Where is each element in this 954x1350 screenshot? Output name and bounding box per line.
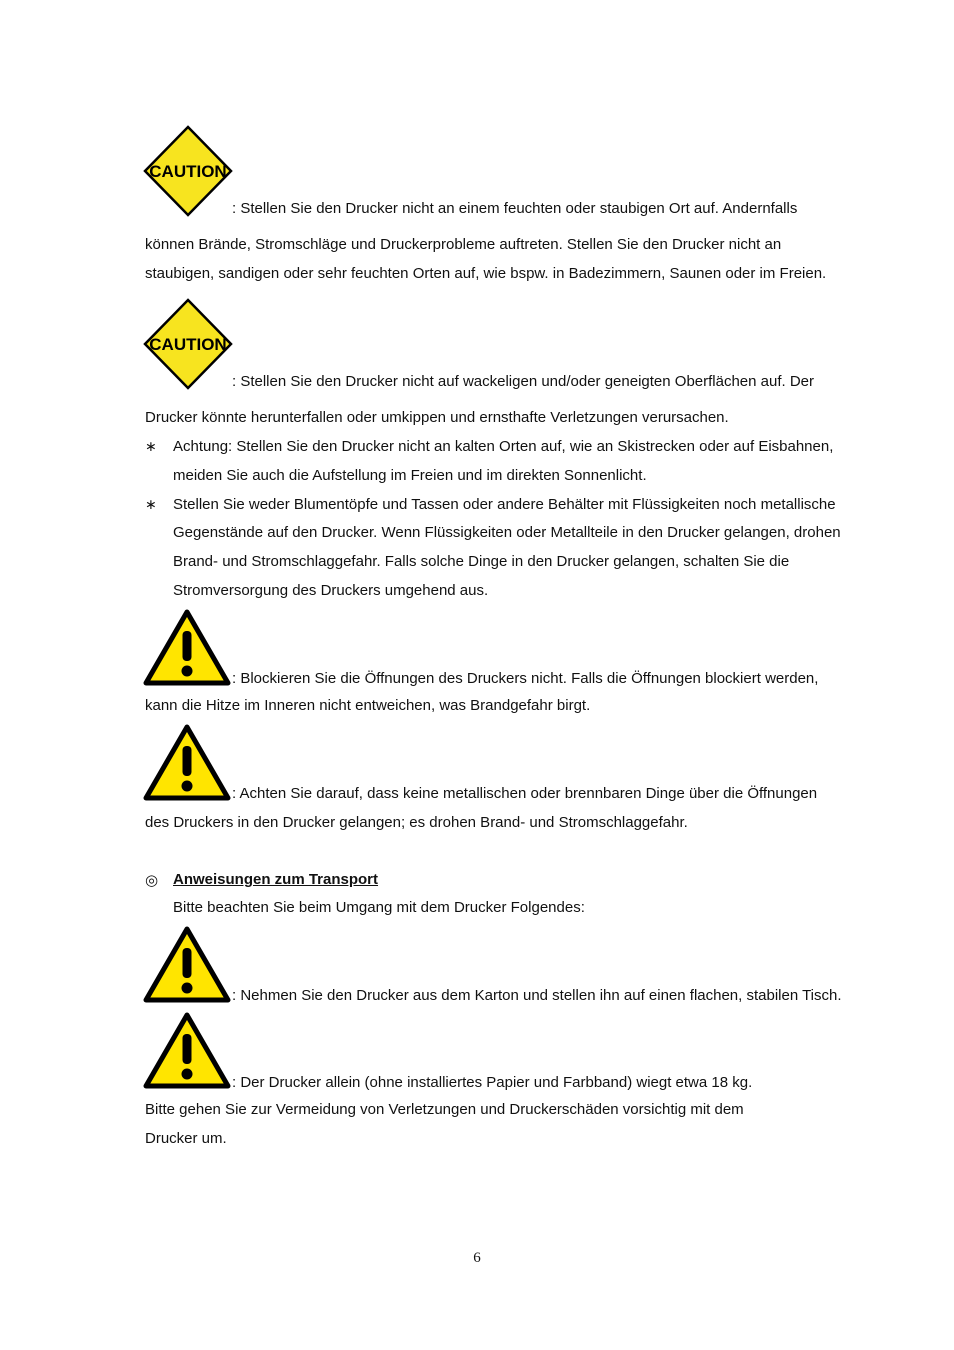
warning-1-first-line: : Blockieren Sie die Öffnungen des Druckers nicht. Falls die Öffnungen blockiert werden,	[232, 670, 819, 687]
bullet-2-line-1: Stellen Sie weder Blumentöpfe und Tassen oder andere Behälter mit Flüssigkeiten noch metallische	[173, 496, 836, 513]
caution-2-line-2: Drucker könnte herunterfallen oder umkippen und ernsthafte Verletzungen verursachen.	[145, 409, 729, 426]
bullet-2-line-3: Brand- und Stromschlaggefahr. Falls solche Dinge in den Drucker gelangen, schalten Sie die	[173, 553, 790, 570]
bullet-1-line-2: meiden Sie auch die Aufstellung im Freien und im direkten Sonnenlicht.	[173, 467, 647, 484]
warning-triangle-icon	[143, 609, 231, 691]
warning-triangle-icon	[143, 926, 231, 1008]
caution-1-line-3: staubigen, sandigen oder sehr feuchten Orten auf, wie bspw. in Badezimmern, Saunen oder im Freien.	[145, 265, 827, 282]
bullet-mark: ∗	[145, 497, 157, 513]
warning-2-line-2: des Druckers in den Drucker gelangen; es drohen Brand- und Stromschlaggefahr.	[145, 814, 688, 831]
bullet-1-line-1: Achtung: Stellen Sie den Drucker nicht an kalten Orten auf, wie an Skistrecken oder auf Eisbahnen,	[173, 438, 834, 455]
caution-2-first-line: : Stellen Sie den Drucker nicht auf wackeligen und/oder geneigten Oberflächen auf. Der	[232, 373, 815, 390]
caution-sign-icon	[143, 298, 233, 394]
transport-warning-2-first-line: : Der Drucker allein (ohne installiertes Papier und Farbband) wiegt etwa 18 kg.	[232, 1074, 753, 1091]
warning-triangle-icon	[143, 724, 231, 806]
warning-triangle-icon	[143, 1012, 231, 1094]
transport-warning-2-line-2: Bitte gehen Sie zur Vermeidung von Verletzungen und Druckerschäden vorsichtig mit dem	[145, 1101, 744, 1118]
bullet-2-line-4: Stromversorgung des Druckers umgehend aus.	[173, 582, 489, 599]
caution-1-line-2: können Brände, Stromschläge und Druckerprobleme auftreten. Stellen Sie den Drucker nicht an	[145, 236, 782, 253]
caution-1-first-line: : Stellen Sie den Drucker nicht an einem feuchten oder staubigen Ort auf. Andernfalls	[232, 200, 798, 217]
bullet-mark: ∗	[145, 439, 157, 455]
caution-sign-icon	[143, 125, 233, 221]
section-mark: ◎	[145, 871, 159, 889]
svg-text:CAUTION: CAUTION	[149, 335, 227, 354]
bullet-2-line-2: Gegenstände auf den Drucker. Wenn Flüssigkeiten oder Metallteile in den Drucker gelangen, drohen	[173, 524, 841, 541]
warning-2-first-line: : Achten Sie darauf, dass keine metallischen oder brennbaren Dinge über die Öffnungen	[232, 785, 818, 802]
section-intro: Bitte beachten Sie beim Umgang mit dem Drucker Folgendes:	[173, 899, 585, 916]
section-heading: Anweisungen zum Transport	[173, 871, 379, 888]
transport-warning-2-line-3: Drucker um.	[145, 1130, 227, 1147]
page-number: 6	[473, 1250, 481, 1266]
warning-1-line-2: kann die Hitze im Inneren nicht entweichen, was Brandgefahr birgt.	[145, 697, 591, 714]
transport-warning-1-line: : Nehmen Sie den Drucker aus dem Karton und stellen ihn auf einen flachen, stabilen Tisch.	[232, 987, 842, 1004]
svg-text:CAUTION: CAUTION	[149, 162, 227, 181]
